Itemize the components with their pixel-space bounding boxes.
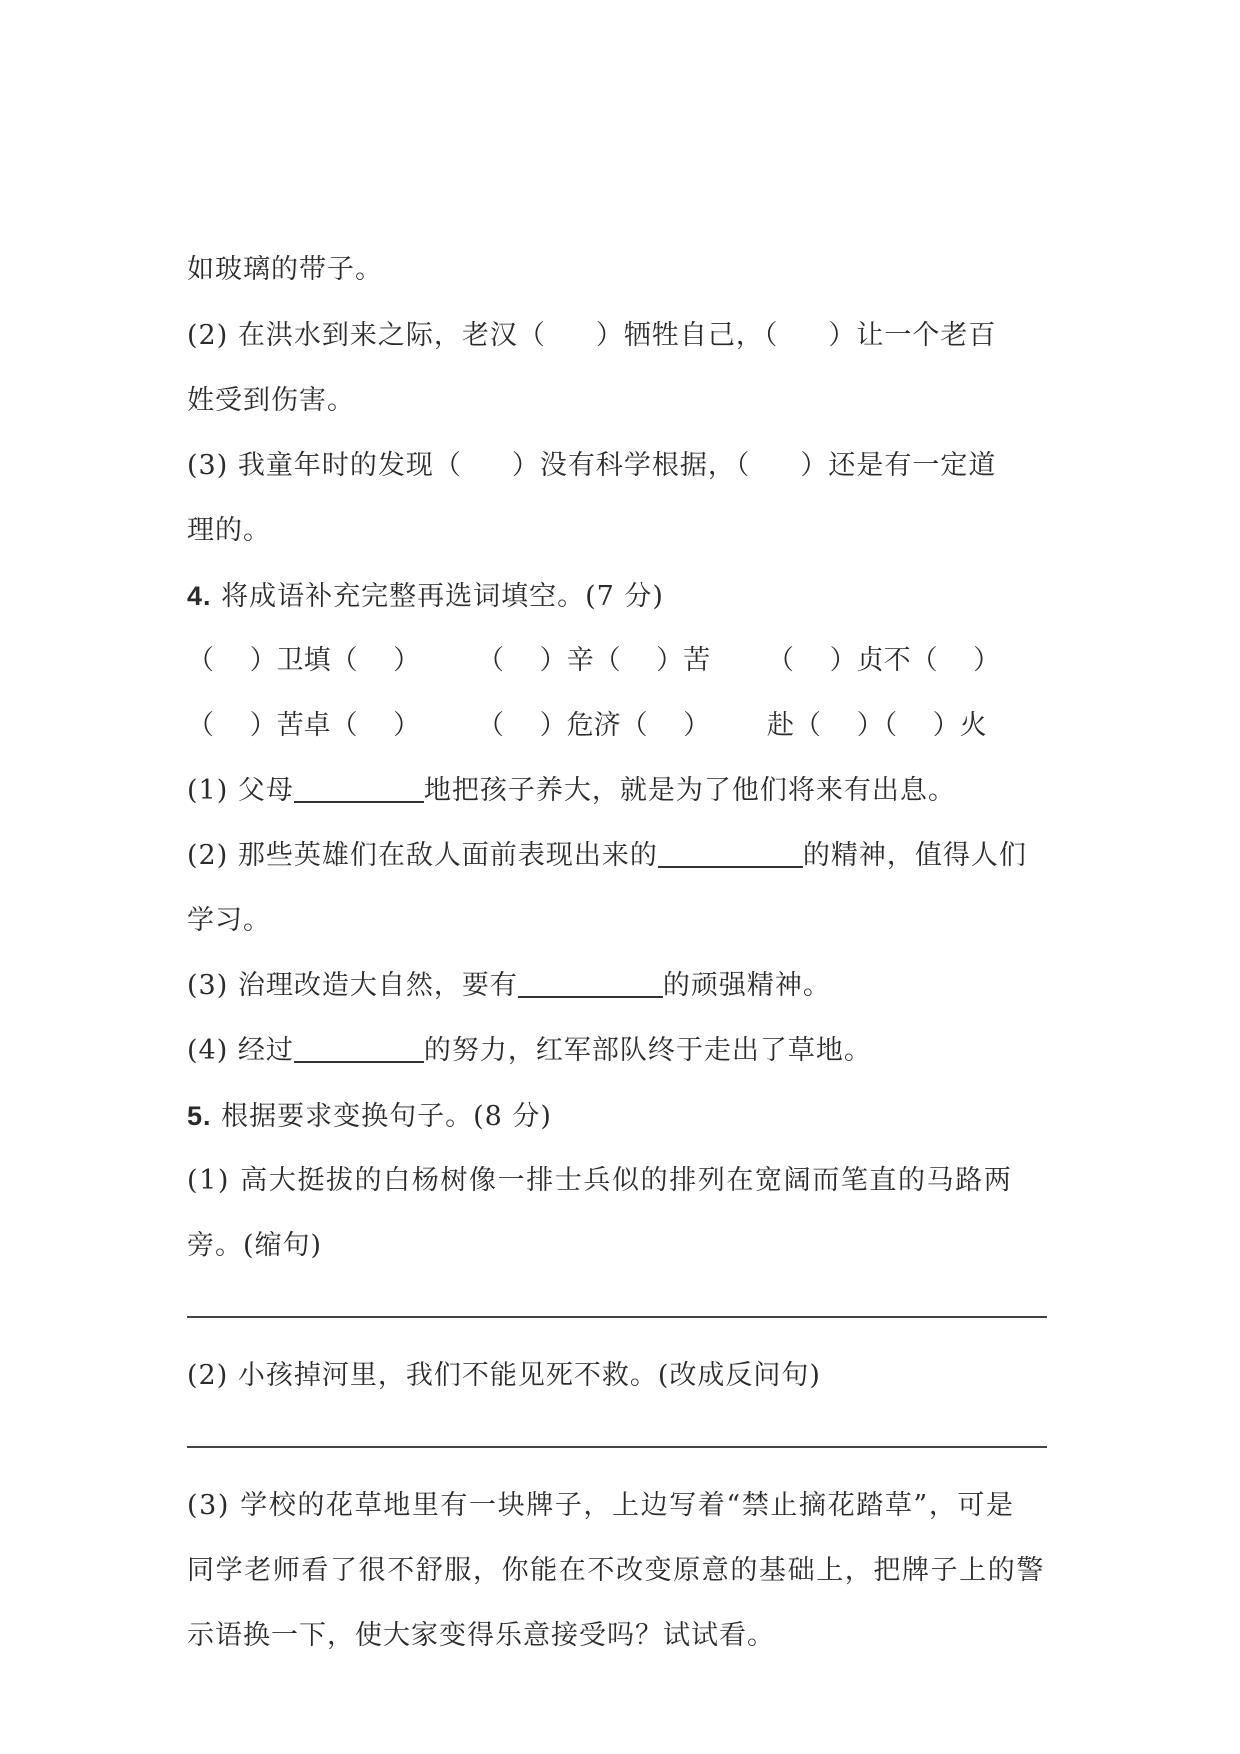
q5-sentence-2: (2) 小孩掉河里，我们不能见死不救。(改成反问句) xyxy=(187,1360,821,1391)
q4-item-4-blank[interactable] xyxy=(294,1031,424,1063)
q3-sentence-2-cont: 姓受到伤害。 xyxy=(187,385,355,416)
q3-s3-part-c: ）还是有一定道 xyxy=(800,450,997,481)
q4-title: 将成语补充完整再选词填空。(7 分) xyxy=(221,581,664,612)
q4-item-1-post: 地把孩子养大，就是为了他们将来有出息。 xyxy=(423,775,956,806)
q3-s3-part-a: (3) 我童年时的发现（ xyxy=(187,450,462,481)
q4-item-4 xyxy=(187,1031,872,1071)
q4-item-1 xyxy=(187,771,956,811)
idiom-2-2[interactable]: （ ）危济（ ） xyxy=(477,710,711,741)
q5-sentence-3-line-1: (3) 学校的花草地里有一块牌子，上边写着“禁止摘花踏草”，可是 xyxy=(187,1490,1015,1521)
q3-sentence-3-cont: 理的。 xyxy=(187,515,271,546)
idiom-1-3[interactable]: （ ）贞不（ ） xyxy=(767,645,1001,676)
q4-item-2-blank[interactable] xyxy=(658,836,803,868)
q3-s2-part-a: (2) 在洪水到来之际，老汉（ xyxy=(187,320,546,351)
q5-sentence-1: (1) 高大挺拔的白杨树像一排士兵似的排列在宽阔而笔直的马路两 xyxy=(187,1165,1013,1196)
q3-s2-part-c: ）让一个老百 xyxy=(828,320,997,351)
q4-number: 4. xyxy=(187,581,212,611)
q3-sentence-1-tail: 如玻璃的带子。 xyxy=(187,254,383,285)
q4-item-2 xyxy=(187,836,1027,876)
q4-item-3-blank[interactable] xyxy=(518,966,663,998)
q5-title: 根据要求变换句子。(8 分) xyxy=(221,1101,552,1132)
q4-item-1-pre: (1) 父母 xyxy=(187,775,294,806)
q4-item-3 xyxy=(187,966,831,1006)
idiom-2-3[interactable]: 赴（ ）（ ）火 xyxy=(767,710,987,741)
q5-sentence-3-line-3: 示语换一下，使大家变得乐意接受吗？试试看。 xyxy=(187,1620,775,1651)
q5-answer-line-1[interactable] xyxy=(187,1316,1047,1318)
q4-item-4-post: 的努力，红军部队终于走出了草地。 xyxy=(423,1035,872,1066)
idiom-1-2[interactable]: （ ）辛（ ）苦 xyxy=(477,645,711,676)
q4-item-2-pre: (2) 那些英雄们在敌人面前表现出来的 xyxy=(187,840,658,871)
q3-s2-part-b: ）牺牲自己，（ xyxy=(595,320,779,351)
q4-item-3-post: 的顽强精神。 xyxy=(662,970,831,1001)
q5-sentence-1-cont: 旁。(缩句) xyxy=(187,1230,323,1261)
q4-item-2-cont: 学习。 xyxy=(187,905,271,936)
q4-item-4-pre: (4) 经过 xyxy=(187,1035,294,1066)
q4-item-3-pre: (3) 治理改造大自然，要有 xyxy=(187,970,518,1001)
q5-heading xyxy=(187,1096,552,1137)
q4-item-2-post: 的精神，值得人们 xyxy=(802,840,1027,871)
q5-number: 5. xyxy=(187,1101,212,1131)
q4-heading xyxy=(187,576,664,617)
idiom-2-1[interactable]: （ ）苦卓（ ） xyxy=(187,710,421,741)
q3-sentence-2 xyxy=(187,316,996,356)
idiom-1-1[interactable]: （ ）卫填（ ） xyxy=(187,645,421,676)
q5-answer-line-2[interactable] xyxy=(187,1446,1047,1448)
q5-sentence-3-line-2: 同学老师看了很不舒服，你能在不改变原意的基础上，把牌子上的警 xyxy=(187,1555,1045,1586)
q3-s3-part-b: ）没有科学根据，（ xyxy=(511,450,751,481)
q3-sentence-3 xyxy=(187,446,996,486)
q4-item-1-blank[interactable] xyxy=(294,771,424,803)
